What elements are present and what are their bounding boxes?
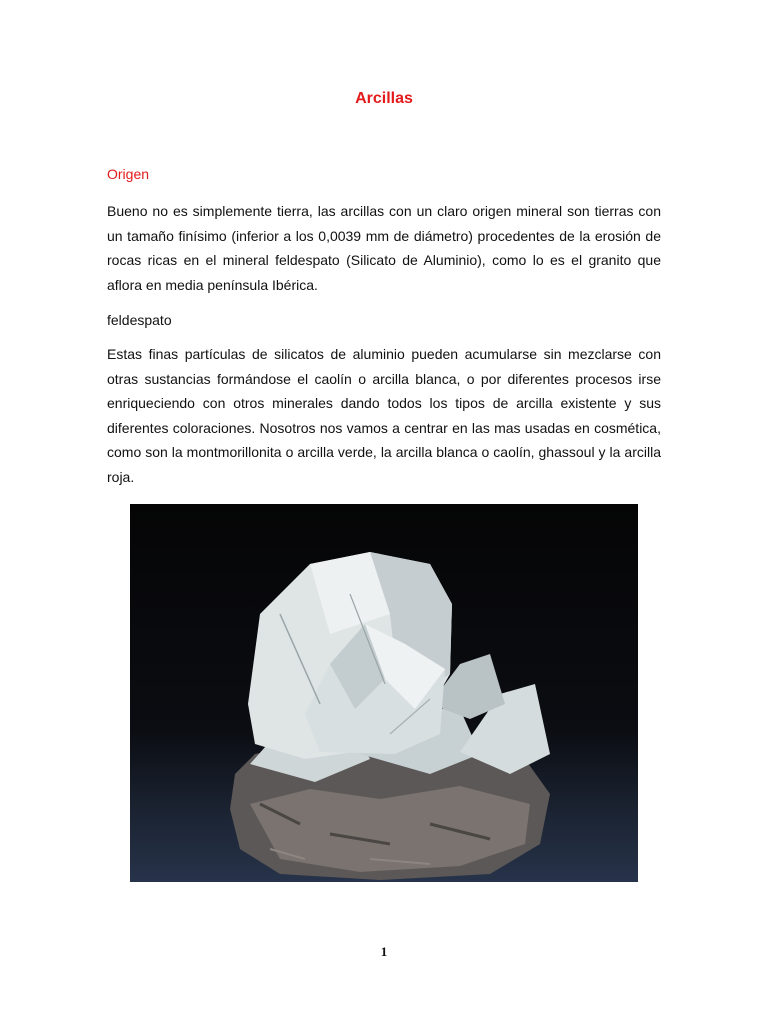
document-title: Arcillas (355, 90, 413, 107)
paragraph-feldespato: feldespato (107, 312, 172, 328)
page-number: 1 (380, 944, 388, 959)
section-heading: Origen (107, 166, 150, 182)
feldspar-crystal-illustration (130, 504, 638, 882)
paragraph-particles: Estas finas partículas de silicatos de aluminio pueden acumularse sin mezclarse con otras sustancias formándose el caolín o arcilla blanca, o por diferentes procesos irse enriqueciendo con otros minerales dando todos los tipos de arcilla existente y sus diferentes coloraciones. Nosotros nos vamos a centrar en las mas usadas en cosmética, como son la montmorillonita o arcilla verde, la arcilla blanca o caolín, ghassoul y la arcilla roja. (107, 346, 661, 485)
paragraph-origin: Bueno no es simplemente tierra, las arcillas con un claro origen mineral son tierras con un tamaño finísimo (inferior a los 0,0039 mm de diámetro) procedentes de la erosión de rocas ricas en el mineral feldespato (Silicato de Aluminio), como lo es el granito que aflora en media península Ibérica. (107, 203, 661, 293)
feldspar-mineral-photo (130, 504, 638, 882)
